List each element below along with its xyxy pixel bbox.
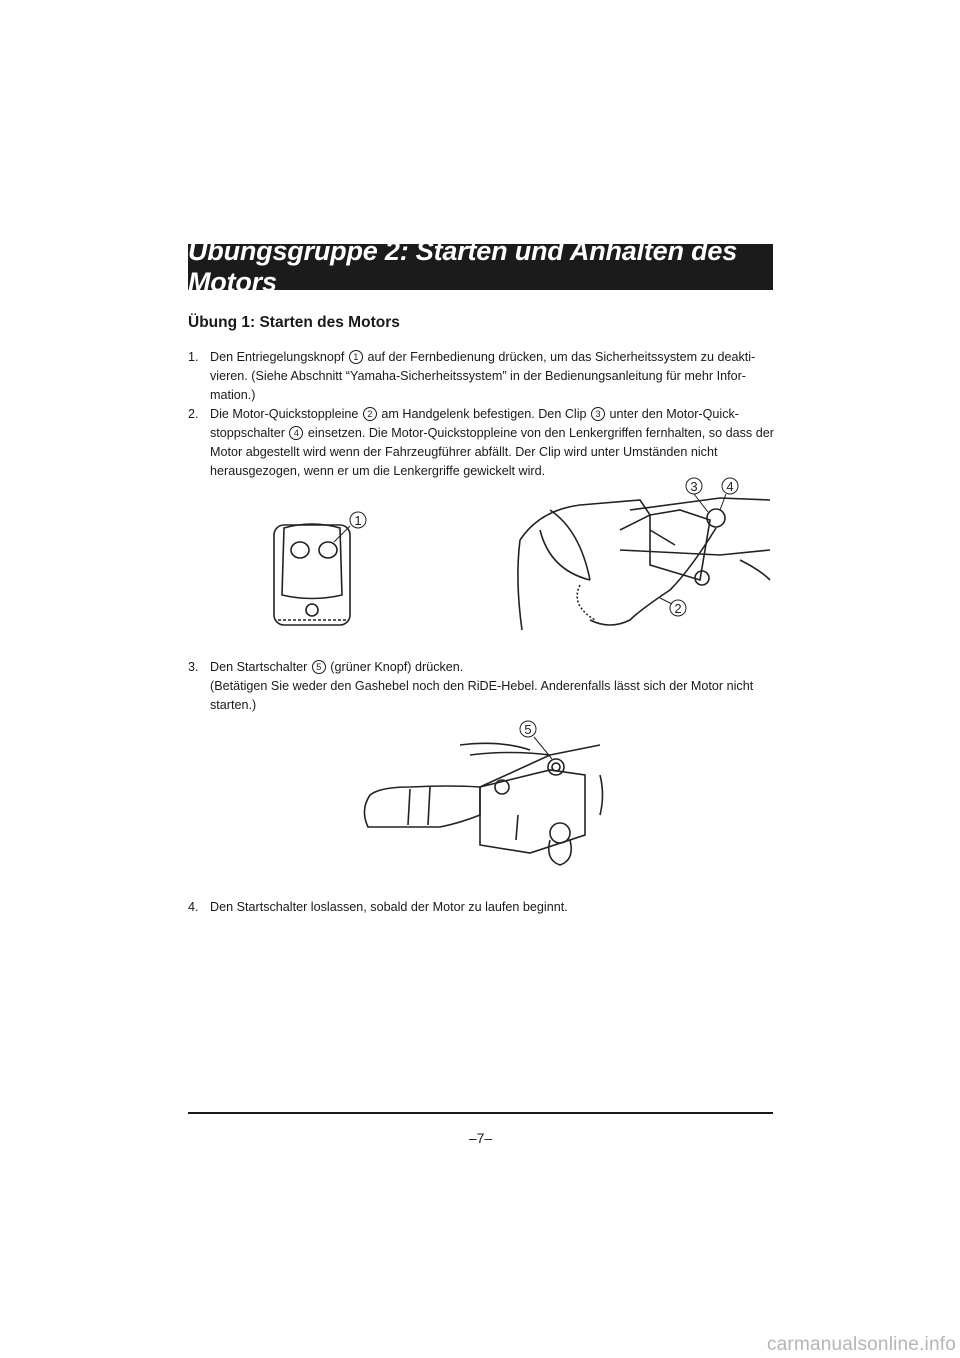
- step-4: [188, 898, 778, 917]
- step-text: Den Startschalter loslassen, sobald der Motor zu laufen beginnt.: [210, 900, 568, 914]
- callout-ref: 1: [349, 350, 363, 364]
- banner-title: Übungsgruppe 2: Starten und Anhalten des Motors: [188, 236, 738, 297]
- step-text: Den Entriegelungsknopf: [210, 350, 345, 364]
- callout-lines: [660, 494, 726, 604]
- callout-ref: 5: [312, 660, 326, 674]
- step-text: unter den Motor-Quick-stoppschalter: [210, 407, 740, 440]
- remote-control-icon: [274, 524, 350, 625]
- step-text: (Betätigen Sie weder den Gashebel noch den RiDE-Hebel. Anderenfalls lässt sich der Motor nicht starten.): [210, 679, 754, 712]
- callout-1: 1: [354, 513, 362, 528]
- figure-remote-and-lanyard: [250, 470, 780, 640]
- footer-rule: [188, 1112, 773, 1114]
- step-number: 3.: [188, 660, 199, 674]
- callout-ref: 4: [289, 426, 303, 440]
- callout-3: 3: [690, 479, 698, 494]
- step-number: 1.: [188, 350, 199, 364]
- figure-handlebar-start-switch: [350, 715, 610, 875]
- step-text: einsetzen. Die Motor-Quickstoppleine von den Lenkergriffen fernhalten, so dass der Motor abgestellt wird wenn der Fahrzeugführer abfällt. Der Clip wird unter Umständen nicht herausgezogen, wenn er um die Lenkergriffe gewickelt wird.: [210, 426, 774, 478]
- callout-ref: 3: [591, 407, 605, 421]
- figure-callouts: [350, 478, 738, 616]
- step-text: am Handgelenk befestigen. Den Clip: [381, 407, 587, 421]
- callout-5: 5: [524, 722, 532, 737]
- exercise-title: Übung 1: Starten des Motors: [188, 314, 400, 331]
- section-banner: [188, 236, 773, 297]
- handlebar-illustration: [350, 715, 610, 875]
- step-number: 2.: [188, 407, 199, 421]
- figure-callouts: [520, 721, 536, 737]
- step-text: (grüner Knopf) drücken.: [330, 660, 464, 674]
- step-3: [188, 658, 778, 715]
- watermark: carmanualsonline.info: [766, 1334, 956, 1355]
- step-text: auf der Fernbedienung drücken, um das Sicherheitssystem zu deakti-vieren. (Siehe Abschnitt “Yamaha-Sicherheitssystem” in der Bedienungsanleitung für mehr Infor-mation.): [210, 350, 756, 402]
- handlebar-grip-icon: [364, 743, 602, 865]
- callout-ref: 2: [363, 407, 377, 421]
- wrist-lanyard-icon: [518, 498, 770, 630]
- step-1: [188, 348, 778, 405]
- page-number: –7–: [468, 1130, 493, 1146]
- remote-lanyard-illustration: [250, 470, 780, 640]
- step-text: Die Motor-Quickstoppleine: [210, 407, 359, 421]
- step-text: Den Startschalter: [210, 660, 308, 674]
- callout-2: 2: [674, 601, 682, 616]
- callout-4: 4: [726, 479, 734, 494]
- step-number: 4.: [188, 900, 199, 914]
